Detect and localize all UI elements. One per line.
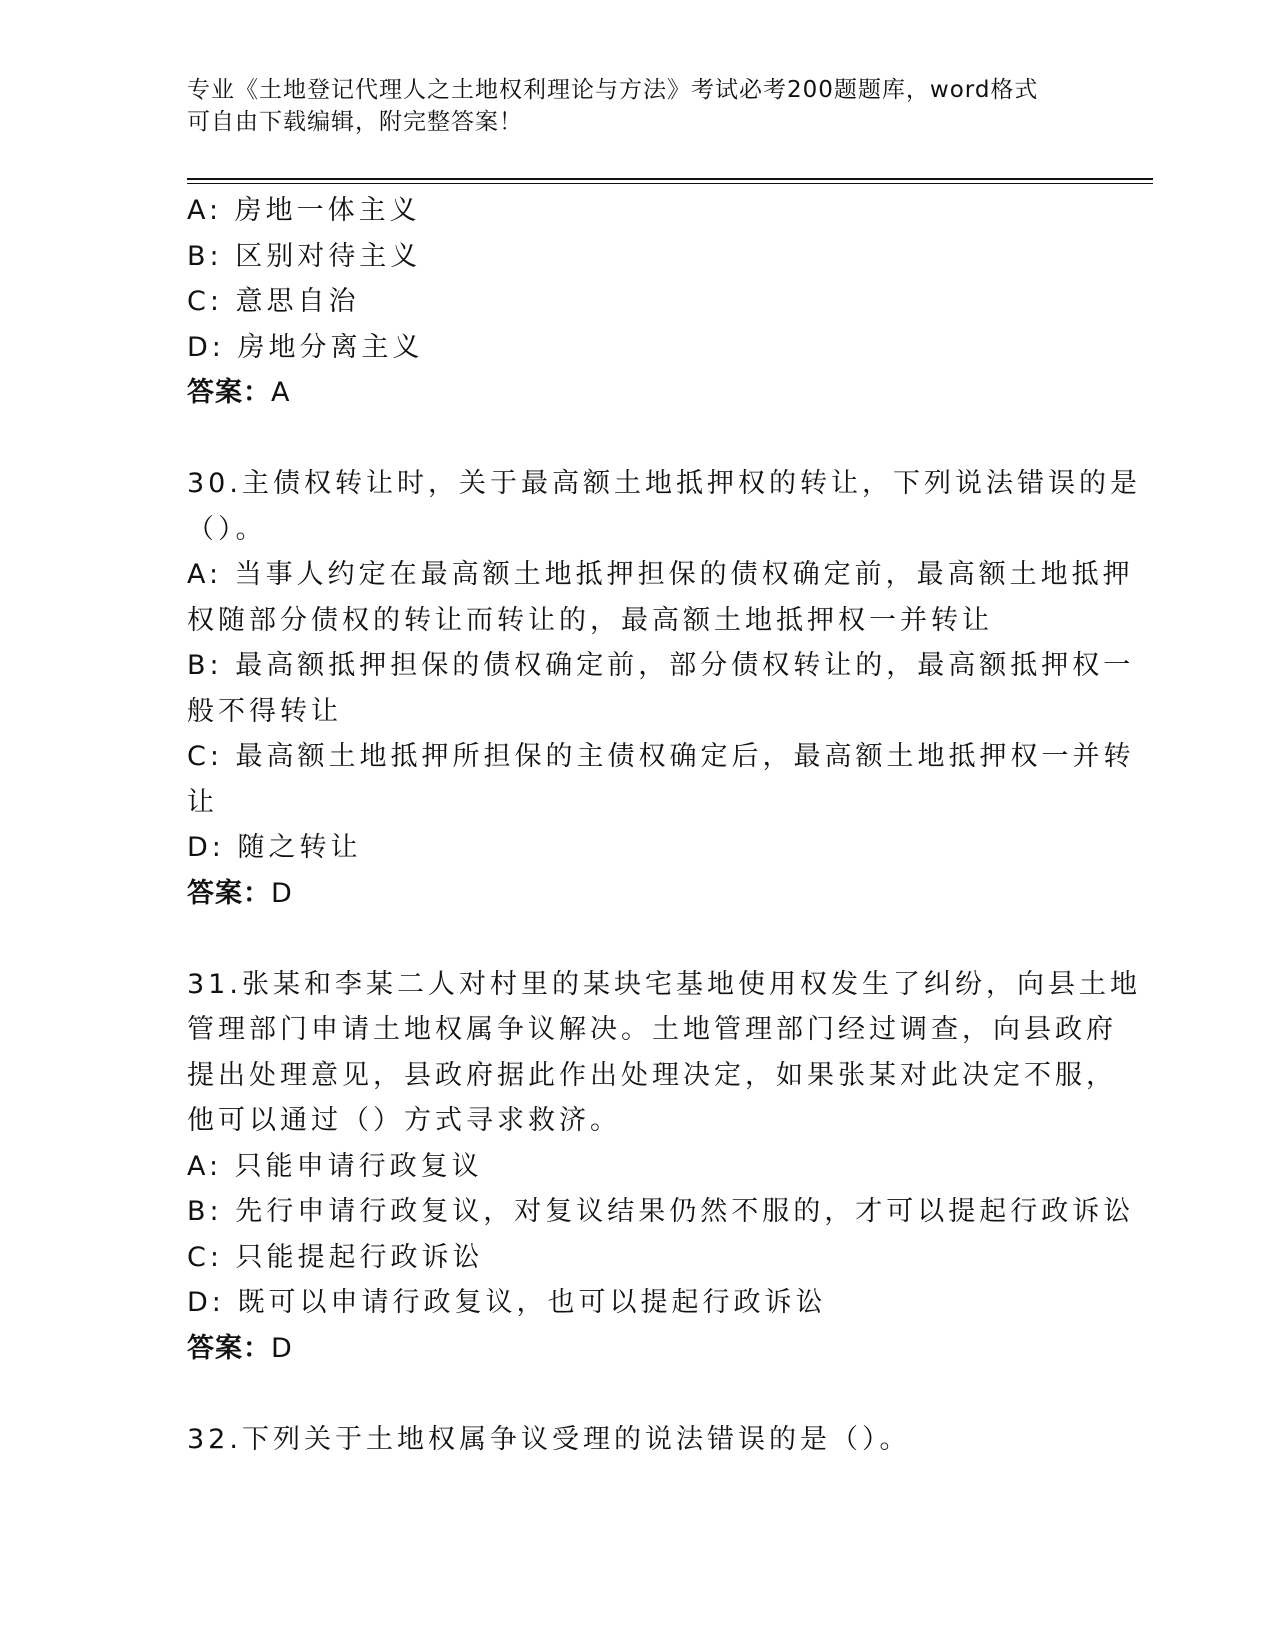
question-29 bbox=[187, 188, 1087, 416]
answer-label: 答案： bbox=[187, 877, 271, 909]
question-stem-line: 32.下列关于土地权属争议受理的说法错误的是（）。 bbox=[187, 1423, 911, 1455]
answer-line bbox=[187, 1326, 1087, 1372]
question-stem-line: 30.主债权转让时，关于最高额土地抵押权的转让，下列说法错误的是 bbox=[187, 468, 1141, 499]
answer-label: 答案： bbox=[187, 1332, 271, 1364]
header-line-2: 可自由下载编辑，附完整答案！ bbox=[187, 109, 523, 135]
option-b-cont: 般不得转让 bbox=[187, 695, 342, 727]
option-c-cont: 让 bbox=[187, 786, 218, 818]
option-d: D: 随之转让 bbox=[187, 832, 362, 863]
option-c: C: 意思自治 bbox=[187, 286, 360, 317]
spacer bbox=[187, 1371, 1087, 1417]
answer-value: D bbox=[271, 1332, 293, 1364]
option-b: B: 先行申请行政复议，对复议结果仍然不服的，才可以提起行政诉讼 bbox=[187, 1196, 1135, 1227]
question-stem-line: 管理部门申请土地权属争议解决。土地管理部门经过调查，向县政府 bbox=[187, 1014, 1117, 1045]
answer-line bbox=[187, 370, 1087, 416]
answer-label: 答案： bbox=[187, 377, 271, 408]
spacer bbox=[187, 916, 1087, 962]
option-b: B: 最高额抵押担保的债权确定前，部分债权转让的，最高额抵押权一 bbox=[187, 650, 1135, 681]
option-a: A: 当事人约定在最高额土地抵押担保的债权确定前，最高额土地抵押 bbox=[187, 559, 1134, 590]
option-c: C: 最高额土地抵押所担保的主债权确定后，最高额土地抵押权一并转 bbox=[187, 741, 1135, 772]
question-30 bbox=[187, 461, 1141, 916]
option-c: C: 只能提起行政诉讼 bbox=[187, 1241, 484, 1273]
option-a: A: 只能申请行政复议 bbox=[187, 1150, 483, 1182]
question-31 bbox=[187, 962, 1141, 1372]
option-d: D: 既可以申请行政复议，也可以提起行政诉讼 bbox=[187, 1287, 827, 1318]
question-32 bbox=[187, 1417, 1087, 1463]
answer-value: A bbox=[271, 377, 291, 408]
question-stem-line: 31.张某和李某二人对村里的某块宅基地使用权发生了纠纷，向县土地 bbox=[187, 968, 1141, 1000]
answer-line bbox=[187, 871, 1087, 917]
header-rule-thin bbox=[187, 183, 1153, 184]
header-rule-thick bbox=[187, 178, 1153, 180]
option-d: D: 房地分离主义 bbox=[187, 331, 424, 363]
question-stem-line: （）。 bbox=[187, 513, 267, 545]
question-stem-line: 他可以通过（）方式寻求救济。 bbox=[187, 1105, 621, 1136]
document-header bbox=[187, 74, 1067, 138]
option-b: B: 区别对待主义 bbox=[187, 240, 422, 272]
option-a: A: 房地一体主义 bbox=[187, 195, 421, 226]
question-content bbox=[187, 188, 1141, 1462]
answer-value: D bbox=[271, 877, 293, 909]
spacer bbox=[187, 416, 1087, 462]
header-line-1: 专业《土地登记代理人之土地权利理论与方法》考试必考200题题库，word格式 bbox=[187, 77, 1039, 103]
option-a-cont: 权随部分债权的转让而转让的，最高额土地抵押权一并转让 bbox=[187, 604, 993, 636]
question-stem-line: 提出处理意见，县政府据此作出处理决定，如果张某对此决定不服， bbox=[187, 1059, 1117, 1091]
